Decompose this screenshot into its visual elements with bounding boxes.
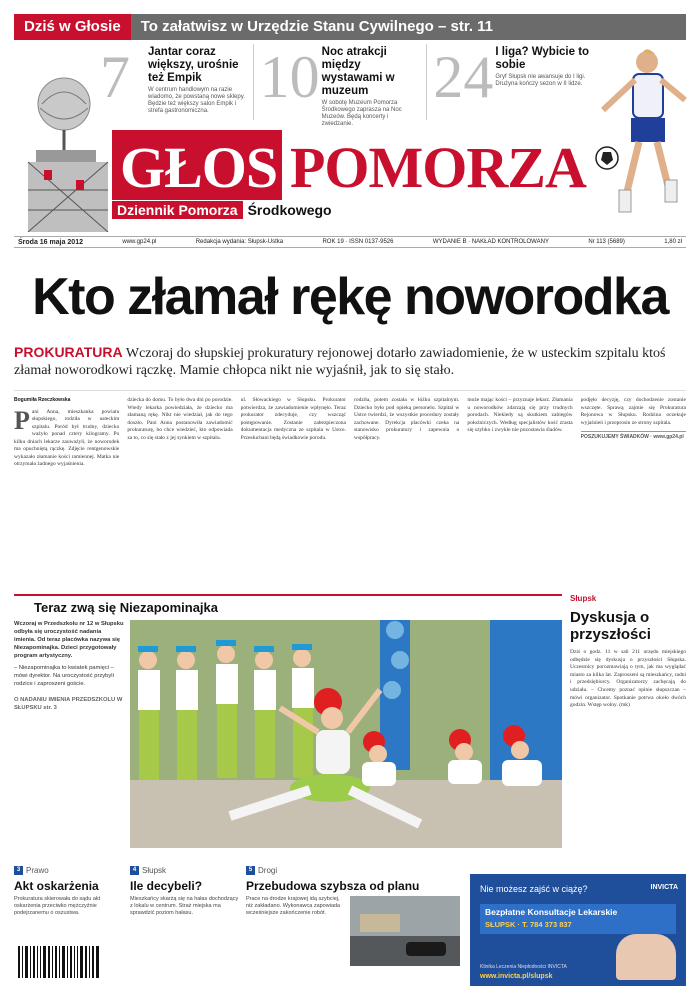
feature-text-bold: Wczoraj w Przedszkolu nr 12 w Słupsku odbyła się uroczystość nadania imienia. Od teraz placówka nazywa się Niezapominajka. Dzieci przygotowały program artystyczny. <box>14 621 124 659</box>
issue-number: Nr 113 (5689) <box>588 239 625 245</box>
teaser-text: W sobotę Muzeum Pomorza Środkowego zaprasza na Noc Muzeów. Będą koncerty i zwiedzanie. <box>321 100 402 127</box>
teaser-page-number: 10 <box>259 44 320 110</box>
article-column <box>581 397 686 586</box>
ad-clinic-name: Klinika Leczenia Niepłodności INVICTA <box>480 964 567 970</box>
top-banner <box>14 14 686 40</box>
section-marker-icon: 5 <box>246 866 255 875</box>
tower-illustration <box>14 70 124 232</box>
article-column <box>467 397 572 586</box>
article-sidenote[interactable]: POSZUKUJEMY ŚWIADKÓW · www.gp24.pl <box>581 431 686 442</box>
footballer-illustration <box>595 40 695 230</box>
article-paragraph: ul. Słowackiego w Słupsku. Prokurator potwierdza, że zawiadomienie wpłynęło. Teraz prokurator zdecyduje, czy wszcząć postępowanie. Zostanie zabezpieczona dokumentacja medyczna ze szpitala w Ustce. Przesłuchani będą świadkowie porodu. <box>240 397 346 441</box>
brief-box[interactable] <box>14 866 124 990</box>
lead-text: Wczoraj do słupskiej prokuratury rejonowej dotarło zawiadomienie, że w usteckim szpitalu ktoś złamał noworodkowi rączkę. Mamie chłopca nikt nie wyjaśnił, jak to się stało. <box>14 346 666 378</box>
website-link[interactable]: www.gp24.pl <box>122 239 157 245</box>
feature-title[interactable]: Teraz zwą się Niezapominajka <box>34 600 218 615</box>
main-headline[interactable]: Kto złamał rękę noworodka <box>32 268 668 326</box>
brief-section <box>14 866 124 875</box>
feature-caption[interactable]: O NADANIU IMIENIA PRZEDSZKOLU W SŁUPSKU str. 3 <box>14 697 123 711</box>
edition-publisher: Redakcja wydania: Słupsk-Ustka <box>195 239 284 245</box>
brief-box[interactable] <box>130 866 240 990</box>
article-paragraph: ani Anna, mieszkanka powiatu słupskiego, rodziła w usteckim szpitalu. Poród był trudny, dziecko ważyło ponad cztery kilogramy. Po kilku dniach lekarze zauważyli, że noworodek ma opuchniętą rączkę. Zdjęcie rentgenowskie wykazało złamanie kości ramiennej. Matka nie otrzymała żadnego wyjaśnienia. <box>14 408 120 467</box>
lead-paragraph <box>14 344 686 379</box>
ad-offer-box <box>480 904 676 934</box>
brief-text: Mieszkańcy skarżą się na hałas dochodzący z lokalu w centrum. Straż miejska ma sprawdzić poziom hałasu. <box>130 896 239 916</box>
logo-name-part1: GŁOS <box>120 135 278 200</box>
byline: Bogumiła Rzeczkowska <box>14 397 71 403</box>
teaser-text: Gryf Słupsk nie awansuje do I ligi. Drużyna kończy sezon w II lidze. <box>495 74 586 87</box>
article-paragraph: dziecka do domu. To było dwa dni po porodzie. Wtedy lekarka powiedziała, że dziecko ma złamaną rękę. Nikt nie wiedział, jak do tego doszło. Pani Anna postanowiła zawiadomić prokuraturę, bo chce wiedzieć, kto odpowiada za to, co się stało z jej synkiem w szpitalu. <box>127 397 233 441</box>
teaser-page-number: 7 <box>100 44 130 110</box>
issue-date: Środa 16 maja 2012 <box>18 239 83 246</box>
article-column <box>14 397 119 586</box>
opinion-text: Dziś o godz. 11 w sali 211 urzędu miejskiego odbędzie się dyskusja o przyszłości Słupska. Uczestnicy porozmawiają o tym, jak ma wyglądać miasto za kilka lat. Zaproszeni są mieszkańcy, radni i przedsiębiorcy. Organizatorzy zachęcają do udziału. – Chcemy poznać opinie słupszczan – mówi organizator. Spotkanie potrwa około dwóch godzin. Wstęp wolny. (mk) <box>570 649 686 709</box>
brief-section-label: Słupsk <box>142 866 167 875</box>
ad-brand-logo: INVICTA <box>650 884 678 891</box>
teaser-text: W centrum handlowym na razie wiadomo, że powstaną nowe sklepy. Będzie też większy salon Empik i strefa gastronomiczna. <box>148 87 245 114</box>
feature-text-more: – Niezapominajka to kwiatek pamięci – mówi dyrektor. Na uroczystość przybyli rodzice i zaproszeni goście. <box>14 665 114 687</box>
ad-offer-line2: SŁUPSK · T. 784 373 837 <box>485 920 572 929</box>
baby-photo <box>616 934 676 980</box>
feature-text <box>14 620 124 712</box>
edition-info: WYDANIE B · NAKŁAD KONTROLOWANY <box>432 239 549 245</box>
brief-section <box>130 866 240 875</box>
banner-teaser[interactable]: To załatwisz w Urzędzie Stanu Cywilnego – str. 11 <box>131 14 686 40</box>
bottom-briefs <box>14 866 686 990</box>
opinion-column <box>570 594 686 856</box>
teaser-title: I liga? Wybicie to sobie <box>495 46 590 71</box>
photo-feature <box>14 594 562 856</box>
brief-section <box>246 866 464 875</box>
date-strip <box>14 236 686 248</box>
article-columns <box>14 390 686 586</box>
brief-text: Prokuratura skierowała do sądu akt oskarżenia przeciwko mężczyźnie podejrzanemu o oszustwa. <box>14 896 101 916</box>
article-paragraph: rodziła, potem została w łóżku szpitalnym. Dziecko było pod opieką personelu. Szpital w Ustce twierdzi, że wszystkie procedury zostały zachowane. Dyrekcja placówki czeka na stanowisko prokuratury i zapewnia o współpracy. <box>353 397 460 441</box>
logo-subtitle <box>112 202 337 218</box>
teaser-title: Jantar coraz większy, urośnie też Empik <box>148 46 239 84</box>
section-marker-icon: 3 <box>14 866 23 875</box>
road-photo <box>350 896 460 966</box>
teaser-2[interactable] <box>254 44 428 127</box>
teasers-row <box>80 44 600 127</box>
lead-kicker: PROKURATURA <box>14 344 123 360</box>
brief-section-label: Drogi <box>258 866 278 875</box>
section-label: Słupsk <box>570 594 597 603</box>
issn: ROK 19 · ISSN 0137-9526 <box>322 239 394 245</box>
logo-subtitle-part2: Środkowego <box>247 202 332 218</box>
masthead <box>112 130 602 228</box>
opinion-title[interactable]: Dyskusja o przyszłości <box>570 609 651 643</box>
today-in-paper-tag: Dziś w Głosie <box>14 14 131 40</box>
price: 1,80 zł <box>664 239 682 245</box>
ad-offer-line1: Bezpłatne Konsultacje Lekarskie <box>485 907 618 917</box>
teaser-title: Noc atrakcji między wystawami w muzeum <box>321 46 395 97</box>
article-paragraph: może mając kości – przyznaje lekarz. Złamania u noworodków zdarzają się przy trudnych porodach. Niekiedy są skutkiem zabiegów położniczych. Według specjalistów kość zrasta się szybko i zwykle nie pozostawia śladów. <box>467 397 573 433</box>
ad-url-link[interactable]: www.invicta.pl/slupsk <box>480 973 553 980</box>
article-column <box>354 397 459 586</box>
section-marker-icon: 4 <box>130 866 139 875</box>
teaser-3[interactable] <box>427 44 600 120</box>
logo-name-part2: POMORZA <box>290 135 586 200</box>
article-column <box>241 397 346 586</box>
logo-subtitle-part1: Dziennik Pomorza <box>112 201 243 219</box>
children-photo <box>130 620 562 848</box>
barcode-icon <box>18 938 118 978</box>
brief-title: Ile decybeli? <box>130 879 203 893</box>
brief-title: Przebudowa szybsza od planu <box>246 879 420 893</box>
teaser-page-number: 24 <box>433 44 494 110</box>
article-column <box>127 397 232 586</box>
ad-question: Nie możesz zajść w ciążę? <box>480 884 588 894</box>
drop-cap: P <box>14 405 30 435</box>
brief-box[interactable] <box>246 866 464 990</box>
brief-text: Prace na drodze krajowej idą szybciej, niż zakładano. Wykonawca zapowiada wcześniejsze zakończenie robót. <box>246 896 341 916</box>
article-paragraph: podjęło decyzję, czy dochodzenie zostanie wszczęte. Sprawą zajmie się Prokuratura Rejonowa w Słupsku. Rodzina oczekuje wyjaśnień i przeprosin ze strony szpitala. <box>580 397 686 426</box>
advertisement[interactable] <box>470 874 686 986</box>
brief-section-label: Prawo <box>26 866 49 875</box>
brief-title: Akt oskarżenia <box>14 879 99 893</box>
